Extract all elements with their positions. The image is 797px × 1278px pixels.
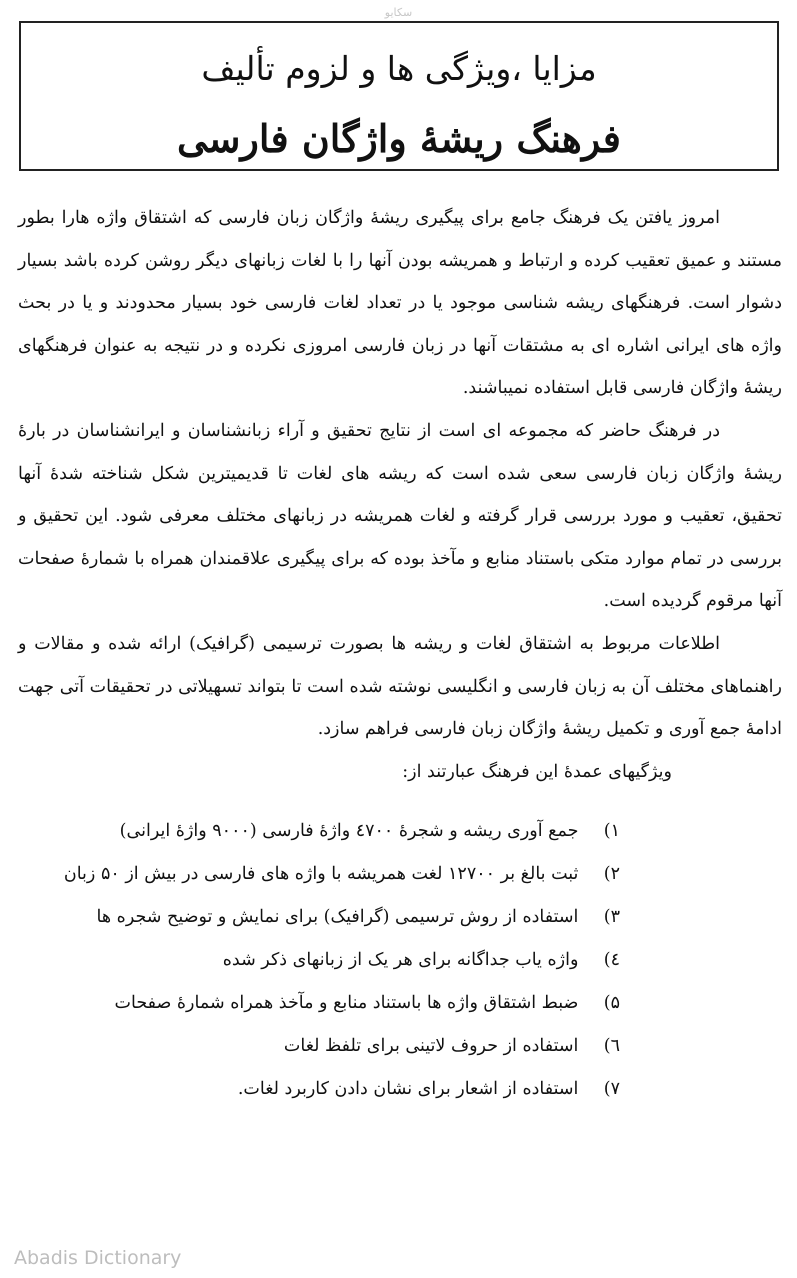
paragraph-4: ویژگیهای عمدۀ این فرهنگ عبارتند از: [402,761,672,782]
list-text: جمع آوری ریشه و شجرۀ ٤٧٠٠ واژۀ فارسی (۹۰۰۰ واژۀ ایرانی) [119,821,579,841]
list-text: ضبط اشتقاق واژه ها باستناد منابع و مآخذ همراه شمارۀ صفحات [114,993,579,1013]
list-item [40,896,620,939]
paragraph-1: امروز یافتن یک فرهنگ جامع برای پیگیری ریشۀ واژگان زبان فارسی که اشتقاق واژه هارا بطور مستند و عمیق تعقیب کرده و ارتباط و همریشه بودن آنها را با لغات زبانهای دیگر روشن کرده باشد بسیار دشوار است. فرهنگهای ریشه شناسی موجود یا در تعداد لغات فارسی خود بسیار محدودند و یا در بحث واژه های ایرانی اشاره ای به مشتقات آنها در زبان فارسی امروزی نکرده و در نتیجه به عنوان فرهنگهای ریشۀ واژگان فارسی قابل استفاده نمیباشند. [18,208,782,399]
title-line-1: مزایا ،ویژگی ها و لزوم تألیف [201,49,597,88]
list-text: واژه یاب جداگانه برای هر یک از زبانهای ذکر شده [222,950,579,970]
list-text: استفاده از اشعار برای نشان دادن کاربرد لغات. [237,1079,579,1099]
list-item [40,1025,620,1068]
list-item [40,939,620,982]
list-number: ۳) [603,907,620,927]
paragraph-3: اطلاعات مربوط به اشتقاق لغات و ریشه ها بصورت ترسیمی (گرافیک) ارائه شده و مقالات و راهنماهای مختلف آن به زبان فارسی و انگلیسی نوشته شده است تا بتواند تسهیلاتی در تحقیقات آتی جهت ادامۀ جمع آوری و تکمیل ریشۀ واژگان زبان فارسی فراهم سازد. [18,633,782,740]
list-number: ۵) [603,993,620,1013]
list-text: ثبت بالغ بر ۱۲۷۰۰ لغت همریشه با واژه های فارسی در بیش از ۵۰ زبان [63,864,579,884]
list-number: ٦) [603,1036,620,1056]
list-item [40,982,620,1025]
watermark: سکایو [384,6,413,19]
footer-brand: Abadis Dictionary [14,1247,182,1269]
list-number: ٤) [603,950,620,970]
list-item [40,853,620,896]
list-item [40,810,620,853]
list-number: ۷) [603,1079,620,1099]
title-box [19,21,779,171]
title-line-2: فرهنگ ریشۀ واژگان فارسی [177,116,621,161]
list-text: استفاده از حروف لاتینی برای تلفظ لغات [283,1036,579,1056]
list-number: ۱) [603,821,620,841]
paragraph-2: در فرهنگ حاضر که مجموعه ای است از نتایج تحقیق و آراء زبانشناسان و ایرانشناسان در بارۀ ریشۀ واژگان زبان فارسی سعی شده است که ریشه های لغات تا قدیمیترین شکل شناخته شدۀ آنها تحقیق، تعقیب و مورد بررسی قرار گرفته و لغات همریشه در زبانهای مختلف معرفی شود. این تحقیق و بررسی در تمام موارد متکی باستناد منابع و مآخذ بوده که برای پیگیری علاقمندان همراه با شمارۀ صفحات آنها مرقوم گردیده است. [18,420,782,612]
list-text: استفاده از روش ترسیمی (گرافیک) برای نمایش و توضیح شجره ها [96,907,579,927]
list-number: ۲) [603,864,620,884]
feature-list [40,810,620,1111]
list-item [40,1068,620,1111]
article-body [18,197,782,793]
